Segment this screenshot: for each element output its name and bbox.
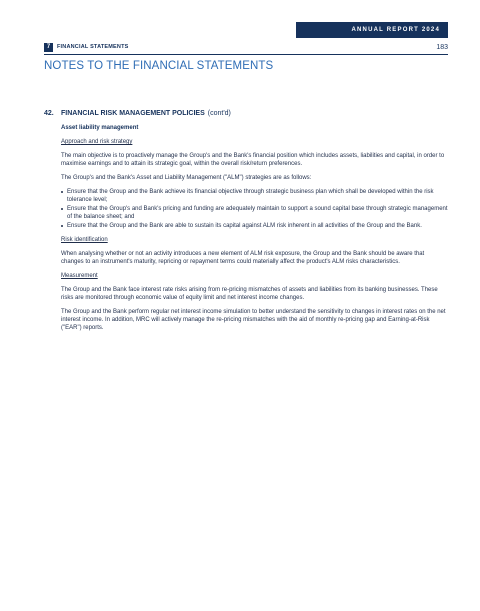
measurement-heading: Measurement — [61, 273, 98, 279]
strategy-bullet: Ensure that the Group's and Bank's pricing and funding are adequately maintain to support a sound capital base through strategic management of the balance sheet; and — [61, 205, 448, 221]
header-divider — [44, 54, 448, 55]
section-header — [44, 42, 448, 52]
strategy-bullet: Ensure that the Group and the Bank achieve its financial objective through strategic business plan which shall be developed within the risk tolerance level; — [61, 188, 448, 204]
note-number: 42. — [44, 110, 54, 117]
page-title: NOTES TO THE FINANCIAL STATEMENTS — [44, 60, 274, 72]
note-content — [44, 110, 448, 338]
page-number: 183 — [436, 43, 448, 51]
banner-text: ANNUAL REPORT 2024 — [351, 27, 440, 33]
approach-heading: Approach and risk strategy — [61, 139, 133, 145]
subsection-heading: Asset liability management — [61, 125, 139, 131]
section-number-badge: 7 — [44, 43, 53, 52]
approach-paragraph-2: The Group's and the Bank's Asset and Liability Management ("ALM") strategies are as follows: — [61, 175, 312, 181]
approach-paragraph-1: The main objective is to proactively manage the Group's and the Bank's financial position which includes assets, liabilities and capital, in order to maximise earnings and to attain its strategic goal, within the overall risk/return preferences. — [61, 153, 445, 167]
measurement-paragraph-1: The Group and the Bank face interest rate risks arising from re-pricing mismatches of assets and liabilities from its banking businesses. These risks are monitored through economic value of equity limit and net interest income changes. — [61, 287, 438, 301]
strategy-bullet: Ensure that the Group and the Bank are able to sustain its capital against ALM risk inherent in all activities of the Group and the Bank. — [61, 222, 448, 230]
annual-report-banner — [296, 22, 448, 38]
section-label: FINANCIAL STATEMENTS — [57, 44, 129, 50]
note-body — [61, 124, 448, 332]
note-title: FINANCIAL RISK MANAGEMENT POLICIES — [61, 110, 205, 117]
measurement-paragraph-2: The Group and the Bank perform regular net interest income simulation to better understand the sensitivity to changes in interest rates on the net interest income. In addition, MRC will actively manage the re-pricing mismatches with the aid of monthly re-pricing gap and Earning-at-Risk ("EAR") reports. — [61, 309, 446, 331]
note-continued: (cont'd) — [207, 110, 231, 117]
risk-identification-heading: Risk identification — [61, 237, 108, 243]
strategy-list — [61, 188, 448, 230]
note-heading — [44, 110, 448, 118]
risk-identification-paragraph: When analysing whether or not an activity introduces a new element of ALM risk exposure, the Group and the Bank should be aware that changes to an instrument's maturity, repricing or repayment terms could materially affect the product's ALM risks characteristics. — [61, 251, 425, 265]
